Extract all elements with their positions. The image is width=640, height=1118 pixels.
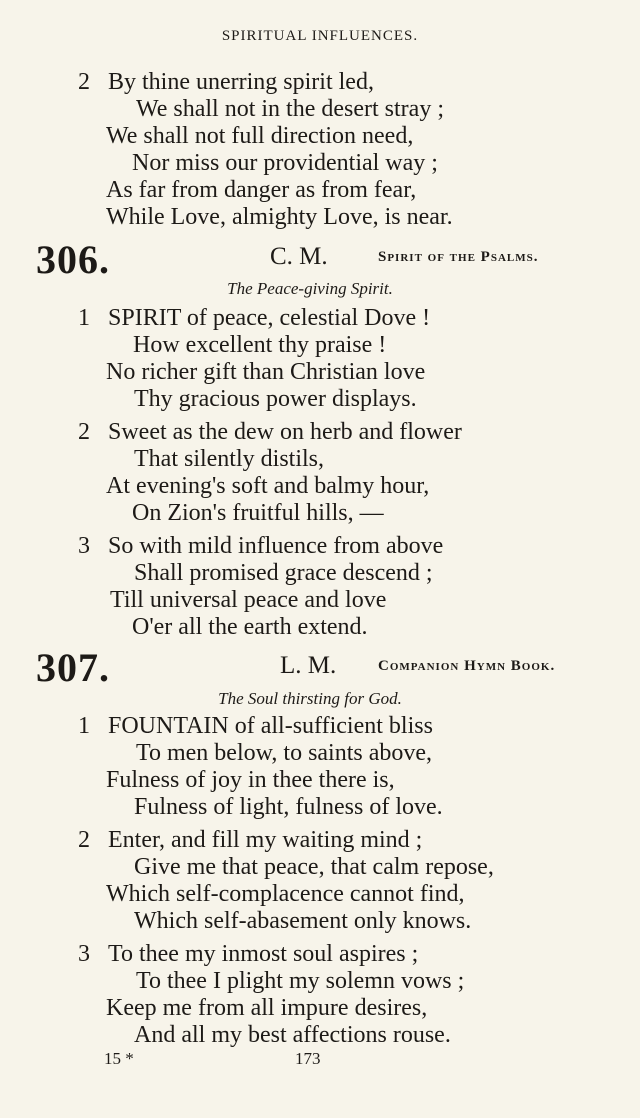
hymn-source: Spirit of the Psalms. xyxy=(378,249,539,265)
verse-line: We shall not in the desert stray ; xyxy=(136,96,444,122)
verse-line: Which self-complacence cannot find, xyxy=(106,881,465,907)
verse-line: Shall promised grace descend ; xyxy=(134,560,433,586)
stanza-number: 2 xyxy=(78,827,90,853)
stanza-number: 2 xyxy=(78,69,90,95)
verse-line: Till universal peace and love xyxy=(110,587,387,613)
hymn-subtitle: The Peace-giving Spirit. xyxy=(227,279,393,298)
verse-line: To thee my inmost soul aspires ; xyxy=(108,941,419,967)
hymn-meter: L. M. xyxy=(280,652,337,679)
verse-line: We shall not full direction need, xyxy=(106,123,414,149)
verse-line: Fulness of light, fulness of love. xyxy=(134,794,443,820)
verse-line: At evening's soft and balmy hour, xyxy=(106,473,430,499)
verse-line: And all my best affections rouse. xyxy=(134,1022,451,1048)
verse-line: Enter, and fill my waiting mind ; xyxy=(108,827,423,853)
verse-line: On Zion's fruitful hills, — xyxy=(132,500,384,526)
verse-line: Give me that peace, that calm repose, xyxy=(134,854,494,880)
verse-line: How excellent thy praise ! xyxy=(133,332,387,358)
stanza-number: 2 xyxy=(78,419,90,445)
verse-line: Sweet as the dew on herb and flower xyxy=(108,419,462,445)
signature-mark: 15 * xyxy=(104,1049,134,1068)
hymn-source: Companion Hymn Book. xyxy=(378,658,556,674)
verse-line: To thee I plight my solemn vows ; xyxy=(136,968,465,994)
hymn-number: 307. xyxy=(36,645,110,690)
verse-line: Keep me from all impure desires, xyxy=(106,995,428,1021)
verse-line: Fulness of joy in thee there is, xyxy=(106,767,395,793)
verse-line: To men below, to saints above, xyxy=(136,740,433,766)
verse-line: Nor miss our providential way ; xyxy=(132,150,438,176)
verse-line: As far from danger as from fear, xyxy=(106,177,417,203)
verse-line: No richer gift than Christian love xyxy=(106,359,426,385)
stanza-number: 1 xyxy=(78,713,90,739)
verse-line: By thine unerring spirit led, xyxy=(108,69,374,95)
running-head: SPIRITUAL INFLUENCES. xyxy=(221,28,419,44)
stanza-number: 3 xyxy=(78,941,90,967)
hymn-subtitle: The Soul thirsting for God. xyxy=(218,689,402,708)
verse-line: So with mild influence from above xyxy=(108,533,444,559)
verse-line: FOUNTAIN of all-sufficient bliss xyxy=(108,713,433,739)
verse-line: O'er all the earth extend. xyxy=(132,614,368,640)
hymn-meter: C. M. xyxy=(270,243,328,270)
page-number: 173 xyxy=(295,1049,321,1068)
hymn-number: 306. xyxy=(36,237,110,282)
verse-line: While Love, almighty Love, is near. xyxy=(106,204,453,230)
verse-line: Which self-abasement only knows. xyxy=(134,908,472,934)
verse-line: SPIRIT of peace, celestial Dove ! xyxy=(108,305,431,331)
stanza-number: 3 xyxy=(78,533,90,559)
verse-line: Thy gracious power displays. xyxy=(134,386,417,412)
stanza-number: 1 xyxy=(78,305,90,331)
verse-line: That silently distils, xyxy=(134,446,324,472)
